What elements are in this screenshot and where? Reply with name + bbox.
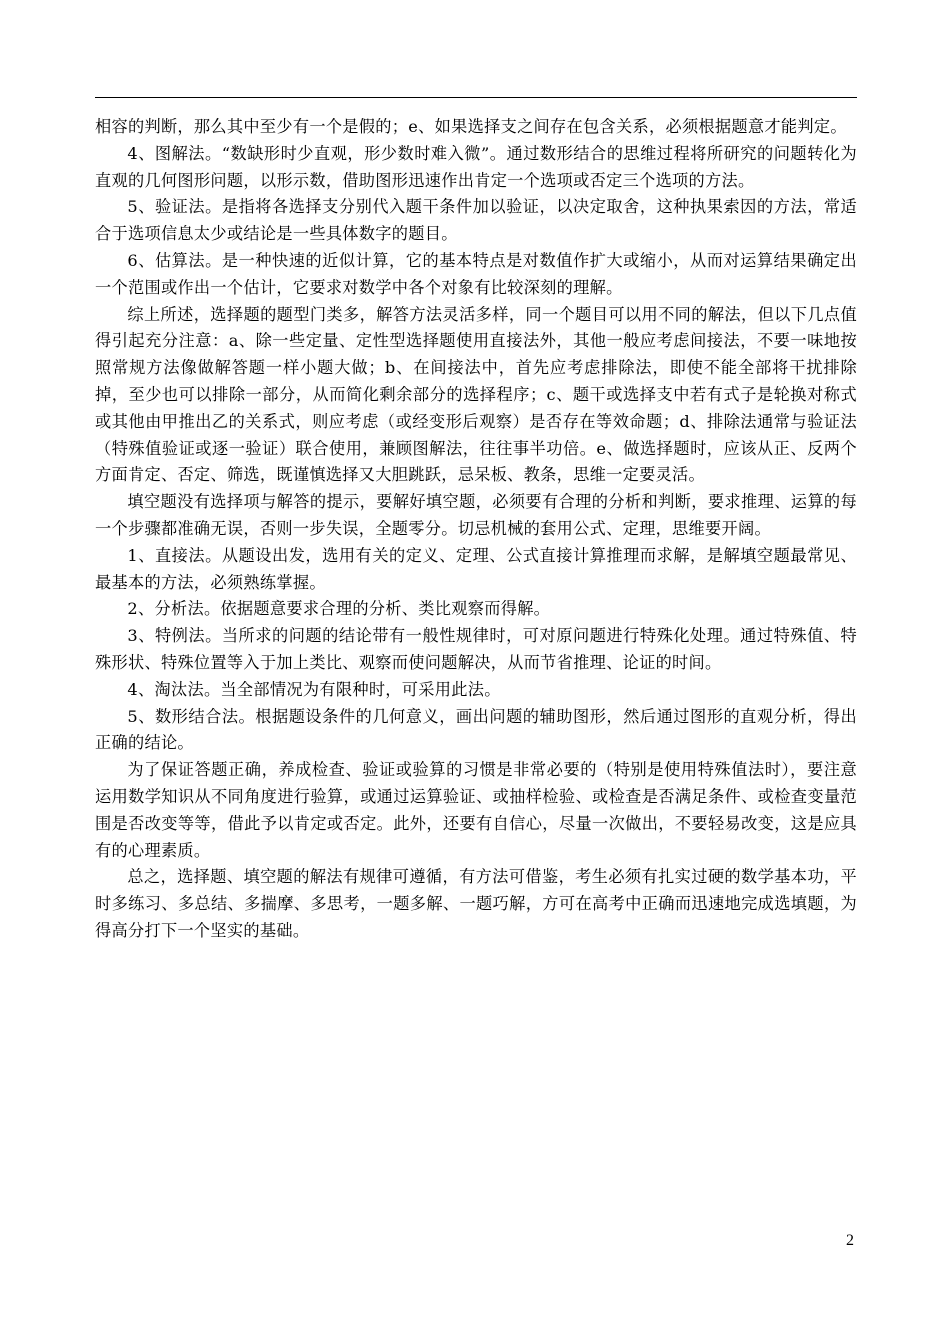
paragraph-conclusion: 总之，选择题、填空题的解法有规律可遵循，有方法可借鉴，考生必须有扎实过硬的数学基本功，平时多练习、多总结、多揣摩、多思考，一题多解、一题巧解，方可在高考中正确而迅速地完成选填题，为得高分打下一个坚实的基础。 [95,867,857,940]
paragraph-elimination-method: 4、淘汰法。当全部情况为有限种时，可采用此法。 [127,679,501,699]
paragraph-direct-method: 1、直接法。从题设出发，选用有关的定义、定理、公式直接计算推理而求解，是解填空题最常见、最基本的方法，必须熟练掌握。 [95,545,857,592]
paragraph-verification-method: 5、验证法。是指将各选择支分别代入题干条件加以验证，以决定取舍，这种执果索因的方法，常适合于选项信息太少或结论是一些具体数字的题目。 [95,197,857,244]
paragraph-analysis-method: 2、分析法。依据题意要求合理的分析、类比观察而得解。 [127,599,551,619]
paragraph-estimation-method: 6、估算法。是一种快速的近似计算，它的基本特点是对数值作扩大或缩小，从而对运算结果确定出一个范围或作出一个估计，它要求对数学中各个对象有比较深刻的理解。 [95,250,857,297]
paragraph-continuation: 相容的判断，那么其中至少有一个是假的；e、如果选择支之间存在包含关系，必须根据题意才能判定。 [95,117,847,136]
paragraph-number-shape-method: 5、数形结合法。根据题设条件的几何意义，画出问题的辅助图形，然后通过图形的直观分析，得出正确的结论。 [95,706,857,753]
paragraph-fill-blank-intro: 填空题没有选择项与解答的提示，要解好填空题，必须要有合理的分析和判断，要求推理、运算的每一个步骤都准确无误，否则一步失误，全题零分。切忌机械的套用公式、定理，思维要开阔。 [95,492,857,538]
header-rule [95,97,857,98]
paragraph-checking: 为了保证答题正确，养成检查、验证或验算的习惯是非常必要的（特别是使用特殊值法时），要注意运用数学知识从不同角度进行验算，或通过运算验证、或抽样检验、或检查是否满足条件、或检查变量范围是否改变等等，借此予以肯定或否定。此外，还要有自信心，尽量一次做出，不要轻易改变，这是应具有的心理素质。 [95,760,857,860]
page-number: 2 [846,1232,854,1249]
paragraph-graphic-method: 4、图解法。“数缺形时少直观，形少数时难入微”。通过数形结合的思维过程将所研究的问题转化为直观的几何图形问题，以形示数，借助图形迅速作出肯定一个选项或否定三个选项的方法。 [95,143,857,190]
paragraph-special-case-method: 3、特例法。当所求的问题的结论带有一般性规律时，可对原问题进行特殊化处理。通过特殊值、特殊形状、特殊位置等入于加上类比、观察而使问题解决，从而节省推理、论证的时间。 [95,626,857,672]
body-text [95,114,857,945]
paragraph-summary-choice: 综上所述，选择题的题型门类多，解答方法灵活多样，同一个题目可以用不同的解法，但以下几点值得引起充分注意：a、除一些定量、定性型选择题使用直接法外，其他一般应考虑间接法，不要一味地按照常规方法像做解答题一样小题大做；b、在间接法中，首先应考虑排除法，即使不能全部将干扰排除掉，至少也可以排除一部分，从而简化剩余部分的选择程序；c、题干或选择支中若有式子是轮换对称式或其他由甲推出乙的关系式，则应考虑（或经变形后观察）是否存在等效命题；d、排除法通常与验证法（特殊值验证或逐一验证）联合使用，兼顾图解法，往往事半功倍。e、做选择题时，应该从正、反两个方面肯定、否定、筛选，既谨慎选择又大胆跳跃，忌呆板、教条，思维一定要灵活。 [95,304,857,485]
